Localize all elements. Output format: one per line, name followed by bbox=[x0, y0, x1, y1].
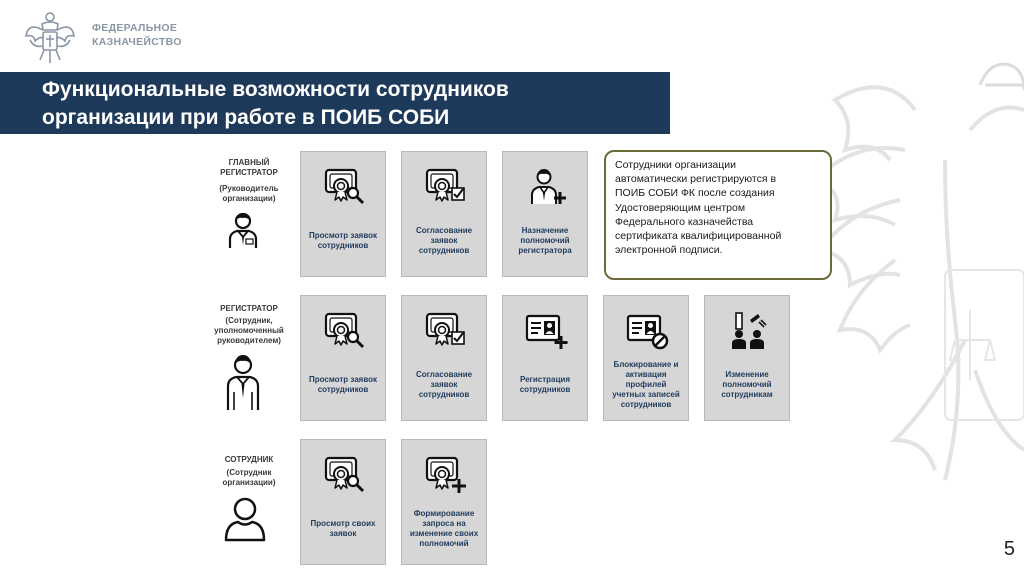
role-desc-line: руководителем) bbox=[217, 336, 281, 345]
card-assign-registrar-authority[interactable] bbox=[502, 151, 588, 277]
card-label: Согласование заявок сотрудников bbox=[415, 370, 473, 399]
card-label: Изменение полномочий сотрудникам bbox=[721, 370, 773, 399]
page-title-line-2: организации при работе в ПОИБ СОБИ bbox=[42, 106, 450, 129]
info-line: Удостоверяющим центром bbox=[615, 201, 746, 214]
certificate-approve-icon bbox=[423, 310, 467, 350]
id-card-block-icon bbox=[625, 310, 669, 350]
role-title-line: РЕГИСТРАТОР bbox=[220, 168, 278, 177]
certificate-add-icon bbox=[423, 454, 467, 494]
info-line: Федерального казначейства bbox=[615, 215, 754, 228]
card-label: Просмотр заявок сотрудников bbox=[308, 231, 378, 250]
card-approve-employee-requests[interactable] bbox=[401, 295, 487, 421]
org-name-line-1: ФЕДЕРАЛЬНОЕ bbox=[92, 22, 178, 34]
registrar-avatar-icon bbox=[220, 350, 266, 412]
page-number: 5 bbox=[1003, 538, 1015, 560]
card-view-own-requests[interactable] bbox=[300, 439, 386, 565]
person-add-icon bbox=[524, 166, 568, 206]
page-title-line-1: Функциональные возможности сотрудников bbox=[42, 78, 509, 101]
role-desc-line: (Руководитель bbox=[219, 184, 279, 193]
card-request-authority-change[interactable] bbox=[401, 439, 487, 565]
role-desc-line: организации) bbox=[222, 194, 276, 203]
card-register-employees[interactable] bbox=[502, 295, 588, 421]
card-view-employee-requests[interactable] bbox=[300, 295, 386, 421]
role-desc-line: уполномоченный bbox=[214, 326, 284, 335]
role-title-line: СОТРУДНИК bbox=[224, 455, 274, 464]
role-desc-employee bbox=[202, 468, 296, 488]
role-desc-line: (Сотрудник, bbox=[225, 316, 273, 325]
role-title-line: РЕГИСТРАТОР bbox=[220, 304, 278, 313]
delegate-authority-icon bbox=[726, 310, 770, 350]
emblem-watermark-icon bbox=[795, 40, 1024, 540]
page-title bbox=[42, 76, 662, 132]
info-line: ПОИБ СОБИ ФК после создания bbox=[615, 187, 775, 200]
role-desc-registrar bbox=[198, 316, 300, 346]
org-name bbox=[92, 21, 242, 49]
card-label: Просмотр своих заявок bbox=[310, 519, 376, 538]
card-label: Регистрация сотрудников bbox=[519, 375, 571, 394]
role-desc-chief-registrar bbox=[202, 184, 296, 204]
card-label: Формирование запроса на изменение своих полномочий bbox=[409, 509, 479, 548]
role-title-line: ГЛАВНЫЙ bbox=[228, 158, 270, 167]
employee-avatar-icon bbox=[222, 496, 268, 544]
id-card-add-icon bbox=[524, 310, 568, 350]
role-title-registrar bbox=[208, 304, 290, 314]
certificate-approve-icon bbox=[423, 166, 467, 206]
info-line: электронной подписи. bbox=[615, 244, 723, 257]
role-title-employee bbox=[208, 455, 290, 465]
certificate-search-icon bbox=[322, 310, 366, 350]
card-label: Просмотр заявок сотрудников bbox=[308, 375, 378, 394]
card-view-employee-requests[interactable] bbox=[300, 151, 386, 277]
role-desc-line: (Сотрудник bbox=[226, 468, 272, 477]
info-line: сертификата квалифицированной bbox=[615, 230, 782, 243]
card-label: Блокирование и активация профилей учетных записей сотрудников bbox=[612, 360, 680, 409]
card-block-activate-profiles[interactable] bbox=[603, 295, 689, 421]
certificate-search-icon bbox=[322, 454, 366, 494]
card-label: Согласование заявок сотрудников bbox=[415, 226, 473, 255]
certificate-search-icon bbox=[322, 166, 366, 206]
info-line: Сотрудники организации bbox=[615, 159, 736, 171]
card-approve-employee-requests[interactable] bbox=[401, 151, 487, 277]
info-box bbox=[604, 150, 832, 280]
role-desc-line: организации) bbox=[222, 478, 276, 487]
org-name-line-2: КАЗНАЧЕЙСТВО bbox=[92, 36, 182, 48]
chief-registrar-avatar-icon bbox=[220, 208, 266, 256]
logo-emblem-icon bbox=[22, 8, 78, 68]
role-title-chief-registrar bbox=[208, 158, 290, 178]
card-label: Назначение полномочий регистратора bbox=[518, 226, 572, 255]
card-change-employee-authority[interactable] bbox=[704, 295, 790, 421]
info-line: автоматически регистрируются в bbox=[615, 173, 777, 186]
